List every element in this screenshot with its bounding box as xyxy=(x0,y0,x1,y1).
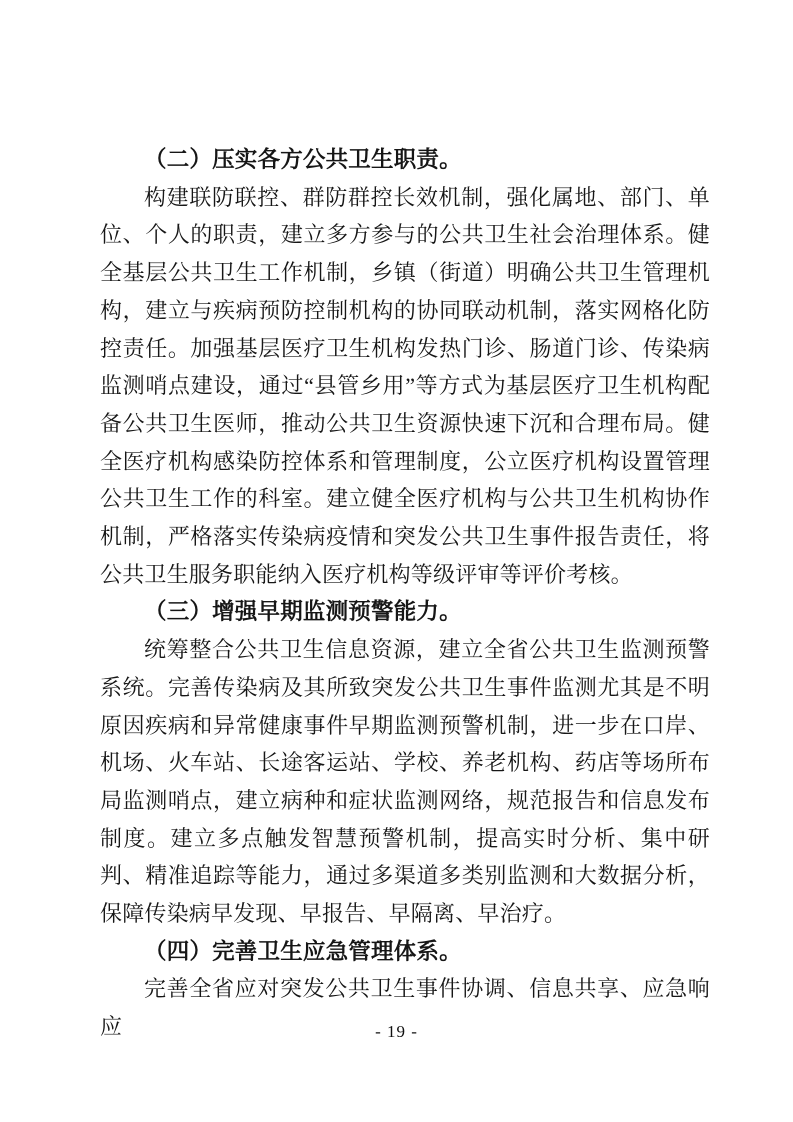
section-4-paragraph: 完善全省应对突发公共卫生事件协调、信息共享、应急响应 xyxy=(100,976,710,1040)
section-2-paragraph: 构建联防联控、群防群控长效机制，强化属地、部门、单位、个人的职责，建立多方参与的公共卫生社会治理体系。健全基层公共卫生工作机制，乡镇（街道）明确公共卫生管理机构，建立与疾病预防控制机构的协同联动机制，落实网格化防控责任。加强基层医疗卫生机构发热门诊、肠道门诊、传染病监测哨点建设，通过“县管乡用”等方式为基层医疗卫生机构配备公共卫生医师，推动公共卫生资源快速下沉和合理布局。健全医疗机构感染防控体系和管理制度，公立医疗机构设置管理公共卫生工作的科室。建立健全医疗机构与公共卫生机构协作机制，严格落实传染病疫情和突发公共卫生事件报告责任，将公共卫生服务职能纳入医疗机构等级评审等评价考核。 xyxy=(100,184,710,587)
section-3-heading: （三）增强早期监测预警能力。 xyxy=(144,599,462,625)
section-2-heading: （二）压实各方公共卫生职责。 xyxy=(144,147,462,172)
page-number: - 19 - xyxy=(375,1022,418,1041)
section-3-paragraph: 统筹整合公共卫生信息资源，建立全省公共卫生监测预警系统。完善传染病及其所致突发公共卫生事件监测尤其是不明原因疾病和异常健康事件早期监测预警机制，进一步在口岸、机场、火车站、长途客运站、学校、养老机构、药店等场所布局监测哨点，建立病种和症状监测网络，规范报告和信息发布制度。建立多点触发智慧预警机制，提高实时分析、集中研判、精准追踪等能力，通过多渠道多类别监测和大数据分析，保障传染病早发现、早报告、早隔离、早治疗。 xyxy=(100,637,710,927)
document-content xyxy=(100,141,710,1046)
section-4-heading: （四）完善卫生应急管理体系。 xyxy=(144,938,462,964)
section-2 xyxy=(100,141,710,593)
section-3 xyxy=(100,593,710,932)
